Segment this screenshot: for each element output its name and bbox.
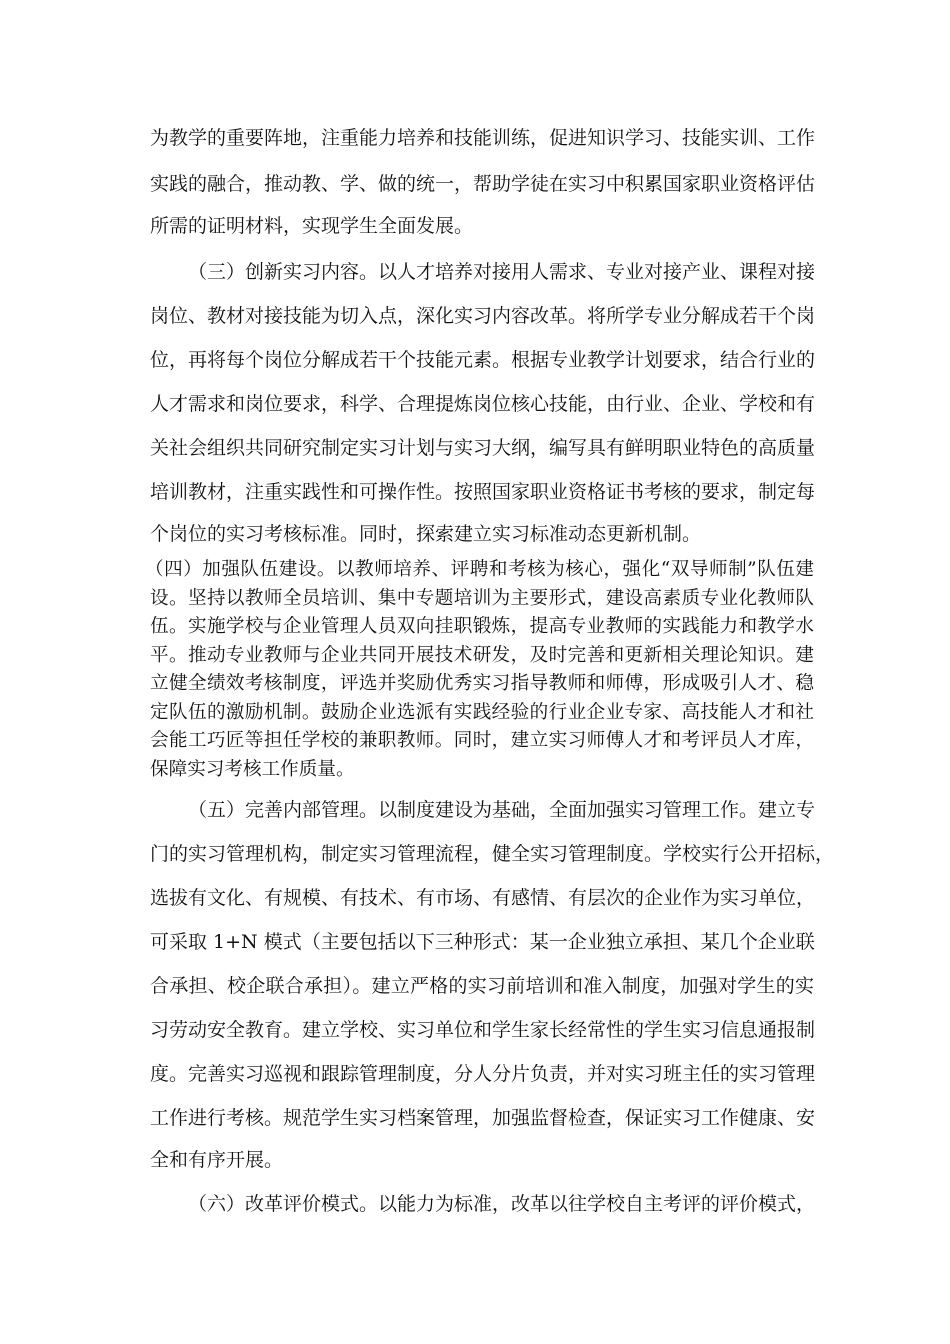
- text-line: 门的实习管理机构，制定实习管理流程，健全实习管理制度。学校实行公开招标，: [150, 843, 835, 865]
- text-line: 关社会组织共同研究制定实习计划与实习大纲，编写具有鲜明职业特色的高质量: [150, 437, 816, 459]
- text-line: 合承担、校企联合承担）。建立严格的实习前培训和准入制度，加强对学生的实: [150, 975, 814, 997]
- text-line: 伍。实施学校与企业管理人员双向挂职锻炼，提高专业教师的实践能力和教学水: [150, 616, 814, 637]
- text-line: 习劳动安全教育。建立学校、实习单位和学生家长经常性的学生实习信息通报制: [150, 1019, 816, 1041]
- text-line: 工作进行考核。规范学生实习档案管理，加强监督检查，保证实习工作健康、安: [150, 1107, 816, 1129]
- text-line: 培训教材，注重实践性和可操作性。按照国家职业资格证书考核的要求，制定每: [150, 481, 816, 503]
- text-line: （四）加强队伍建设。以教师培养、评聘和考核为核心，强化“双导师制”队伍建: [145, 559, 814, 580]
- text-line: 个岗位的实习考核标准。同时，探索建立实习标准动态更新机制。: [150, 523, 702, 545]
- text-line: 岗位、教材对接技能为切入点，深化实习内容改革。将所学专业分解成若干个岗: [150, 305, 816, 327]
- text-line: 所需的证明材料，实现学生全面发展。: [150, 215, 474, 237]
- text-line: 人才需求和岗位要求，科学、合理提炼岗位核心技能，由行业、企业、学校和有: [150, 393, 816, 415]
- text-line: 为教学的重要阵地，注重能力培养和技能训练，促进知识学习、技能实训、工作: [150, 127, 816, 149]
- text-line: 会能工巧匠等担任学校的兼职教师。同时，建立实习师傅人才和考评员人才库，: [150, 730, 814, 751]
- text-line: 平。推动专业教师与企业共同开展技术研发，及时完善和更新相关理论知识。建: [150, 645, 814, 666]
- text-line: 位，再将每个岗位分解成若干个技能元素。根据专业教学计划要求，结合行业的: [150, 349, 816, 371]
- text-line: 定队伍的激励机制。鼓励企业选派有实践经验的行业企业专家、高技能人才和社: [150, 702, 814, 723]
- text-line: 可采取 1+N 模式（主要包括以下三种形式：某一企业独立承担、某几个企业联: [150, 931, 815, 953]
- text-line: 全和有序开展。: [150, 1149, 284, 1171]
- text-line: 选拔有文化、有规模、有技术、有市场、有感情、有层次的企业作为实习单位，: [150, 887, 816, 909]
- text-line: 立健全绩效考核制度，评选并奖励优秀实习指导教师和师傅，形成吸引人才、稳: [150, 673, 814, 694]
- text-line: 保障实习考核工作质量。: [150, 759, 355, 780]
- text-line: 实践的融合，推动教、学、做的统一，帮助学徒在实习中积累国家职业资格评估: [150, 173, 816, 195]
- text-line: （三）创新实习内容。以人才培养对接用人需求、专业对接产业、课程对接: [188, 261, 816, 283]
- text-line: （五）完善内部管理。以制度建设为基础，全面加强实习管理工作。建立专: [188, 799, 816, 821]
- text-line: 设。坚持以教师全员培训、集中专题培训为主要形式，建设高素质专业化教师队: [150, 588, 814, 609]
- text-line: 度。完善实习巡视和跟踪管理制度，分人分片负责，并对实习班主任的实习管理: [150, 1063, 816, 1085]
- text-line: （六）改革评价模式。以能力为标准，改革以往学校自主考评的评价模式，: [188, 1193, 816, 1215]
